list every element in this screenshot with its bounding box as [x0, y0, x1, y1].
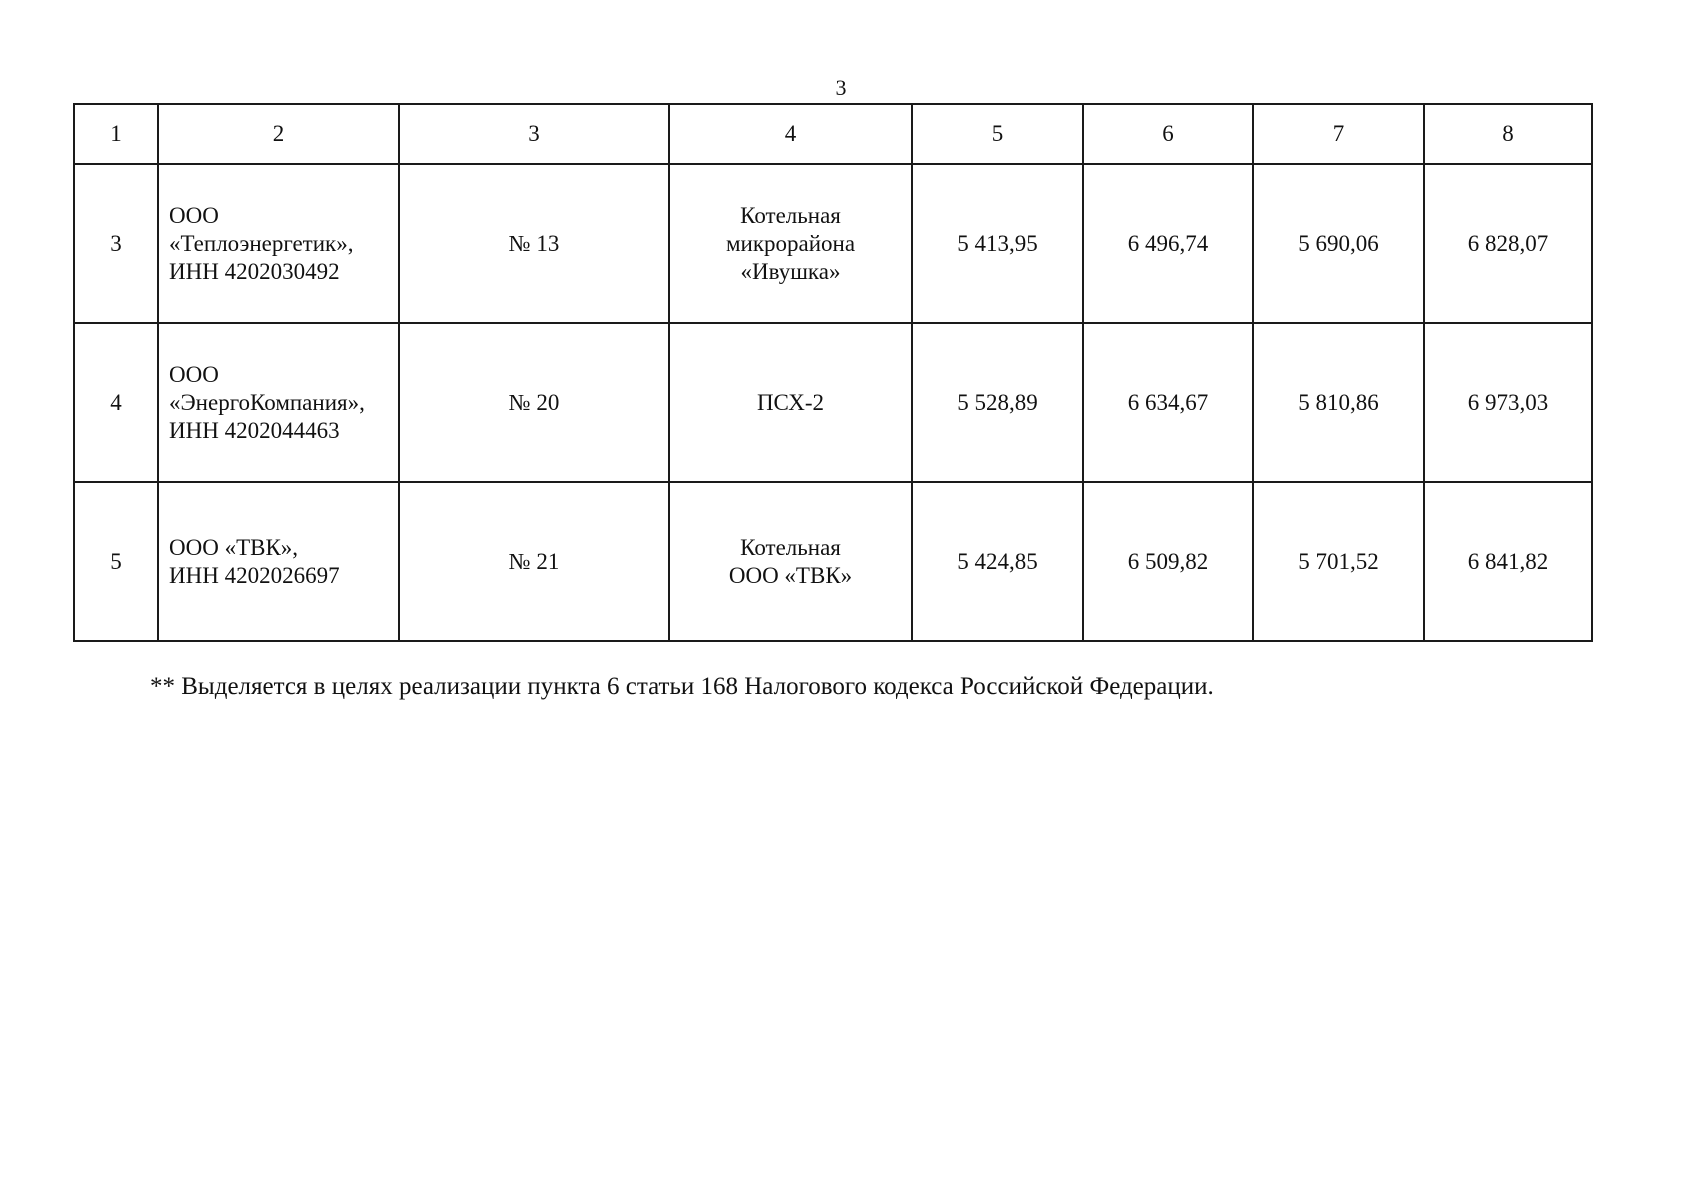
organization-line: ООО	[169, 202, 219, 228]
value-cell: 6 828,07	[1424, 164, 1592, 323]
heat-source-line: «Ивушка»	[740, 258, 841, 284]
footnote: ** Выделяется в целях реализации пункта 6 статьи 168 Налогового кодекса Российской Федерации.	[150, 673, 1214, 700]
value-cell: 6 634,67	[1083, 323, 1253, 482]
heat-source-line: микрорайона	[725, 230, 856, 256]
header-cell: 7	[1253, 104, 1424, 164]
tariff-table	[73, 103, 1593, 642]
value-cell: 6 496,74	[1083, 164, 1253, 323]
organization-cell	[158, 323, 399, 482]
row-number-cell: 4	[74, 323, 158, 482]
table-row	[74, 164, 1592, 323]
value-cell: 5 528,89	[912, 323, 1083, 482]
value-cell: 5 701,52	[1253, 482, 1424, 641]
header-cell: 4	[669, 104, 912, 164]
value-cell: 6 841,82	[1424, 482, 1592, 641]
heat-source-cell	[669, 482, 912, 641]
heat-source-cell	[669, 323, 912, 482]
organization-cell	[158, 482, 399, 641]
system-number-cell: № 21	[399, 482, 669, 641]
value-cell: 5 810,86	[1253, 323, 1424, 482]
table-row	[74, 323, 1592, 482]
organization-line: ООО	[169, 361, 219, 387]
value-cell: 5 424,85	[912, 482, 1083, 641]
heat-source-line: ООО «ТВК»	[728, 562, 853, 588]
row-number-cell: 3	[74, 164, 158, 323]
header-cell: 5	[912, 104, 1083, 164]
header-cell: 1	[74, 104, 158, 164]
organization-line: ИНН 4202026697	[169, 562, 340, 588]
row-number-cell: 5	[74, 482, 158, 641]
organization-line: ООО «ТВК»,	[169, 534, 299, 560]
system-number-cell: № 20	[399, 323, 669, 482]
header-cell: 2	[158, 104, 399, 164]
header-cell: 3	[399, 104, 669, 164]
system-number-cell: № 13	[399, 164, 669, 323]
page-number: 3	[835, 75, 847, 100]
value-cell: 6 509,82	[1083, 482, 1253, 641]
table-row	[74, 482, 1592, 641]
table-header-row	[74, 104, 1592, 164]
organization-line: «ЭнергоКомпания»,	[169, 389, 365, 415]
value-cell: 6 973,03	[1424, 323, 1592, 482]
value-cell: 5 690,06	[1253, 164, 1424, 323]
value-cell: 5 413,95	[912, 164, 1083, 323]
heat-source-line: Котельная	[740, 534, 841, 560]
header-cell: 8	[1424, 104, 1592, 164]
organization-line: ИНН 4202044463	[169, 417, 340, 443]
heat-source-cell	[669, 164, 912, 323]
organization-line: «Теплоэнергетик»,	[169, 230, 354, 256]
heat-source-line: Котельная	[740, 202, 841, 228]
organization-line: ИНН 4202030492	[169, 258, 340, 284]
header-cell: 6	[1083, 104, 1253, 164]
heat-source-line: ПСХ-2	[756, 389, 825, 415]
organization-cell	[158, 164, 399, 323]
